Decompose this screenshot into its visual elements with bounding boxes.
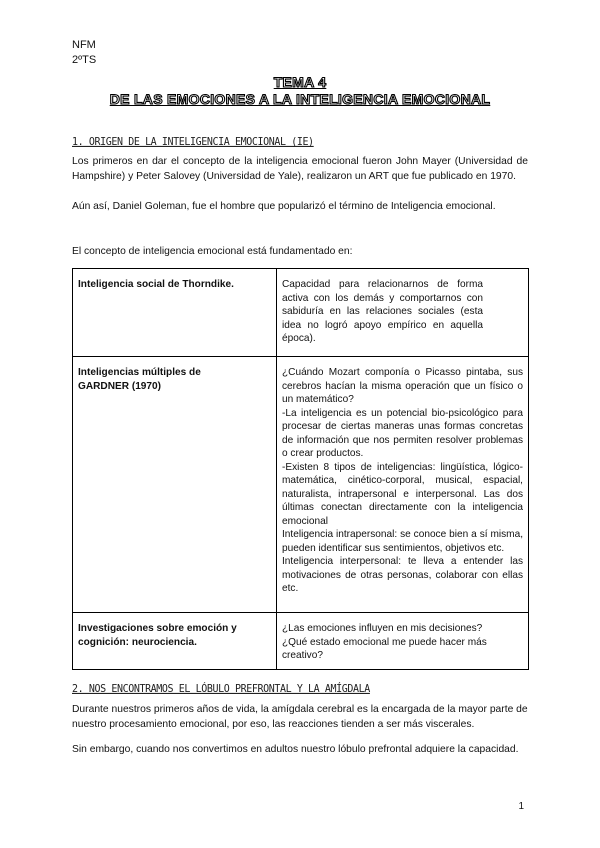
table-row [73,613,529,670]
section2-paragraph-1: Durante nuestros primeros años de vida, la amígdala cerebral es la encargada de la mayor parte de nuestro procesamiento emocional, por eso, las reacciones tienden a ser más viscerales. [72,704,528,730]
title-topic: TEMA 4 [273,74,327,90]
author-initials: NFM [72,39,96,51]
table-row-text: ¿Cuándo Mozart componía o Picasso pintaba, sus cerebros hacían la misma operación que un físico o un matemático? -La inteligencia es un potencial bio-psicológico para procesar de ciertas maneras unas formas concretas de información que nos permiten resolver problemas o crear productos. -Existen 8 tipos de inteligencias: lingüística, lógico-matemática, cinético-corporal, musical, espacial, naturalista, intrapersonal e interpersonal. Las dos últimas conectan directamente con la inteligencia emocional Inteligencia intrapersonal: se conoce bien a sí misma, pueden identificar sus sentimientos, objetivos etc. Inteligencia interpersonal: te lleva a entender las motivaciones de otras personas, colaborar con ellas etc. [277,357,529,613]
title-subject: DE LAS EMOCIONES A LA INTELIGENCIA EMOCIONAL [109,91,491,107]
section1-heading: 1. ORIGEN DE LA INTELIGENCIA EMOCIONAL (IE) [72,136,314,149]
table-row-text: Capacidad para relacionarnos de forma activa con los demás y comportarnos con sabiduría en las relaciones sociales (esta idea no logró apoyo empírico en aquella época). [277,269,529,357]
concepts-table [72,268,529,670]
table-row [73,269,529,357]
table-row-text: ¿Las emociones influyen en mis decisiones? ¿Qué estado emocional me puede hacer más creativo? [277,613,529,670]
section2-heading: 2. NOS ENCONTRAMOS EL LÓBULO PREFRONTAL Y LA AMÍGDALA [72,683,370,696]
document-title [0,74,600,108]
table-row-label: Inteligencias múltiples de GARDNER (1970) [73,357,277,613]
section1-paragraph-1: Los primeros en dar el concepto de la inteligencia emocional fueron John Mayer (Universidad de Hampshire) y Peter Salovey (Universidad de Yale), realizaron un ART que fue publicado en 1970. [72,156,528,182]
table-row-label: Investigaciones sobre emoción y cognición: neurociencia. [73,613,277,670]
page-number: 1 [518,801,524,812]
table-row-label: Inteligencia social de Thorndike. [73,269,277,357]
document-header [72,38,96,68]
section2-paragraph-2: Sin embargo, cuando nos convertimos en adultos nuestro lóbulo prefrontal adquiere la capacidad. [72,744,519,755]
course-label: 2ºTS [72,54,97,66]
table-row [73,357,529,613]
section1-intro: El concepto de inteligencia emocional está fundamentado en: [72,246,353,257]
section1-paragraph-2: Aún así, Daniel Goleman, fue el hombre que popularizó el término de Inteligencia emocional. [72,201,496,212]
